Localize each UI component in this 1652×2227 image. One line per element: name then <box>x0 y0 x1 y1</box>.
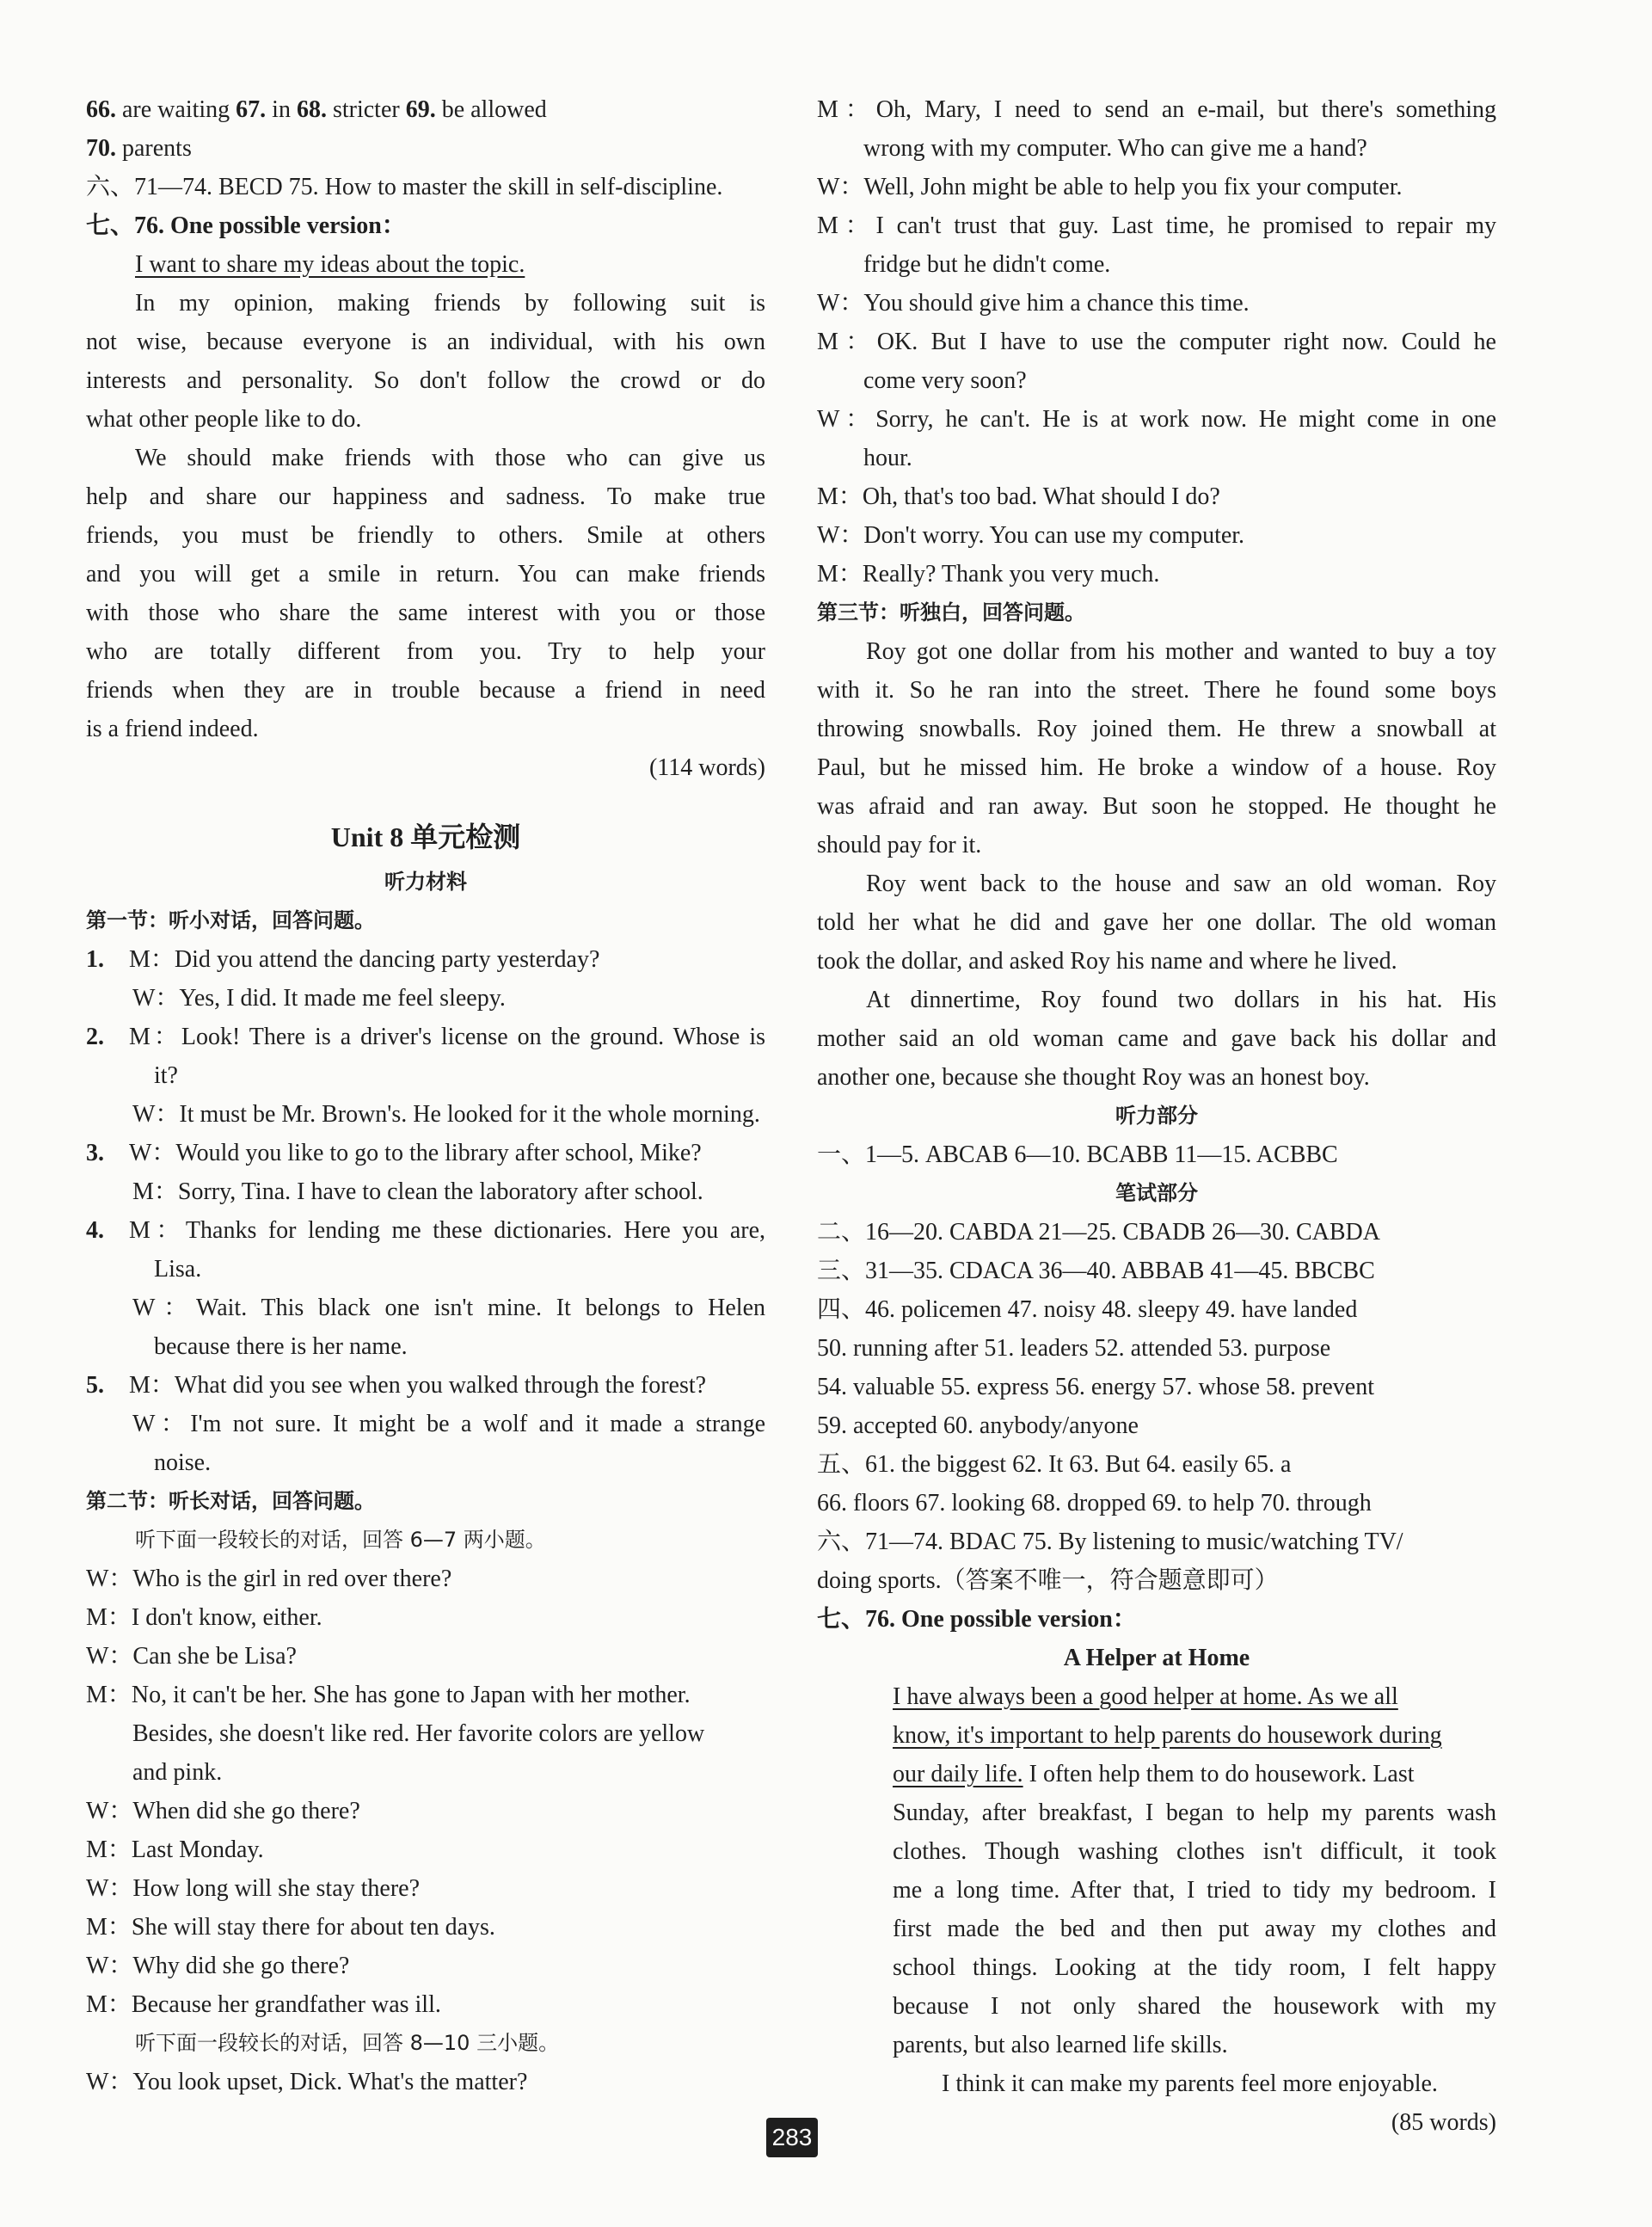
conversation-2-intro: 听下面一段较长的对话，回答 8—10 三小题。 <box>135 2031 560 2055</box>
written-part-heading: 笔试部分 <box>1115 1181 1198 1205</box>
conversation-1-intro: 听下面一段较长的对话，回答 6—7 两小题。 <box>135 1528 546 1552</box>
answer-line-70: 70. parents <box>86 135 192 162</box>
monologue-paragraph-2: Roy went back to the house and saw an old woman. Roy told her what he did and gave her one dollar. The old woman took the dollar, and asked Roy his name and where he lived. <box>817 870 1496 975</box>
dialog-3: 3. W：Would you like to go to the library after school, Mike? M：Sorry, Tina. I have to clean the laboratory after school. <box>86 1140 703 1205</box>
section-1-heading: 第一节：听小对话，回答问题。 <box>86 908 375 932</box>
listening-part-heading: 听力部分 <box>1115 1104 1198 1128</box>
answer-line-66-69: 66. are waiting 67. in 68. stricter 69. be allowed <box>86 96 547 123</box>
right-column <box>817 90 1496 2142</box>
answers-46-60: 四、46. policemen 47. noisy 48. sleepy 49. have landed 50. running after 51. leaders 52. attended 53. purpose 54. valuable 55. express 56. energy 57. whose 58. prevent 59. accepted 60. anybody/anyone <box>817 1296 1374 1439</box>
monologue-paragraph-3: At dinnertime, Roy found two dollars in his hat. His mother said an old woman came and gave back his dollar and another one, because she thought Roy was an honest boy. <box>817 987 1496 1091</box>
section-2-heading: 第二节：听长对话，回答问题。 <box>86 1489 375 1513</box>
conversation-1: W：Who is the girl in red over there? M：I don't know, either. W：Can she be Lisa? M：No, it can't be her. She has gone to Japan with her mother. Besides, she doesn't like red. Her favorite colors are yellow and pink. W：When did she go there? M：Last Monday. W：How long will she stay there? M：She will stay there for about ten days. W：Why did she go there? M：Because her grandfather was ill. <box>86 1566 705 2018</box>
answer-line-71-75: 六、71—74. BECD 75. How to master the skill in self-discipline. <box>86 174 723 200</box>
essay-2-title: A Helper at Home <box>1063 1645 1250 1671</box>
answers-1-15: 一、1—5. ABCAB 6—10. BCABB 11—15. ACBBC <box>817 1141 1338 1168</box>
conversation-2-first-line: W：You look upset, Dick. What's the matter? <box>86 2069 528 2095</box>
answers-31-45: 三、31—35. CDACA 36—40. ABBAB 41—45. BBCBC <box>817 1258 1375 1284</box>
word-count: (114 words) <box>648 754 765 781</box>
left-column <box>86 90 765 2101</box>
essay-topic: I want to share my ideas about the topic. <box>135 251 525 278</box>
answers-71-75: 六、71—74. BDAC 75. By listening to music/watching TV/ doing sports.（答案不唯一，符合题意即可） <box>817 1529 1403 1594</box>
listening-title: 听力材料 <box>384 870 467 894</box>
dialog-2: 2. M：Look! There is a driver's license on the ground. Whose is it? W：It must be Mr. Brown's. He looked for it the whole morning. <box>86 1024 765 1128</box>
unit-title: Unit 8 单元检测 <box>330 821 521 852</box>
dialog-5: 5. M：What did you see when you walked through the forest? W：I'm not sure. It might be a wolf and it made a strange noise. <box>86 1372 765 1476</box>
answers-16-30: 二、16—20. CABDA 21—25. CBADB 26—30. CABDA <box>817 1219 1380 1246</box>
dialog-4: 4. M：Thanks for lending me these dictionaries. Here you are, Lisa. W：Wait. This black one isn't mine. It belongs to Helen because there is her name. <box>86 1217 765 1360</box>
essay-paragraph-1: In my opinion, making friends by following suit is not wise, because everyone is an individual, with his own interests and personality. So don't follow the crowd or do what other people like to do. <box>86 290 765 433</box>
essay-2-paragraph-1: I have always been a good helper at home. As we all know, it's important to help parents do housework during our daily life. I often help them to do housework. Last Sunday, after breakfast, I began to help my parents wash clothes. Though washing clothes isn't difficult, it took me a long time. After that, I tried to tidy my bedroom. I first made the bed and then put away my clothes and school things. Looking at the tidy room, I felt happy because I not only shared the housework with my parents, but also learned life skills. I think it can make my parents feel more enjoyable. (85 words) <box>817 1677 1496 2142</box>
essay-2-word-count: (85 words) <box>1391 2109 1496 2136</box>
conversation-2: M：Oh, Mary, I need to send an e-mail, but there's something wrong with my computer. Who can give me a hand? W：Well, John might be able to help you fix your computer. M：I can't trust that guy. Last time, he promised to repair my fridge but he didn't come. W：You should give him a chance this time. M：OK. But I have to use the computer right now. Could he come very soon? W：Sorry, he can't. He is at work now. He might come in one hour. M：Oh, that's too bad. What should I do? W：Don't worry. You can use my computer. M：Really? Thank you very much. <box>817 96 1496 588</box>
answers-61-70: 五、61. the biggest 62. It 63. But 64. easily 65. a 66. floors 67. looking 68. dropped 69. to help 70. through <box>817 1451 1372 1516</box>
essay-2-header: 七、76. One possible version： <box>817 1606 1137 1633</box>
dialog-1: 1. M：Did you attend the dancing party yesterday? W：Yes, I did. It made me feel sleepy. <box>86 946 600 1012</box>
section-3-heading: 第三节：听独白，回答问题。 <box>817 600 1085 624</box>
essay-paragraph-2: We should make friends with those who can give us help and share our happiness and sadness. To make true friends, you must be friendly to others. Smile at others and you will get a smile in return. You can make friends with those who share the same interest with you or those who are totally different from you. Try to help your friends when they are in trouble because a friend in need is a friend indeed. <box>86 445 765 742</box>
page-number: 283 <box>766 2118 818 2157</box>
essay-2-paragraph-2: I think it can make my parents feel more enjoyable. <box>942 2070 1438 2097</box>
essay-header: 七、76. One possible version： <box>86 212 406 239</box>
monologue-paragraph-1: Roy got one dollar from his mother and wanted to buy a toy with it. So he ran into the street. There he found some boys throwing snowballs. Roy joined them. He threw a snowball at Paul, but he missed him. He broke a window of a house. Roy was afraid and ran away. But soon he stopped. He thought he should pay for it. <box>817 638 1496 858</box>
